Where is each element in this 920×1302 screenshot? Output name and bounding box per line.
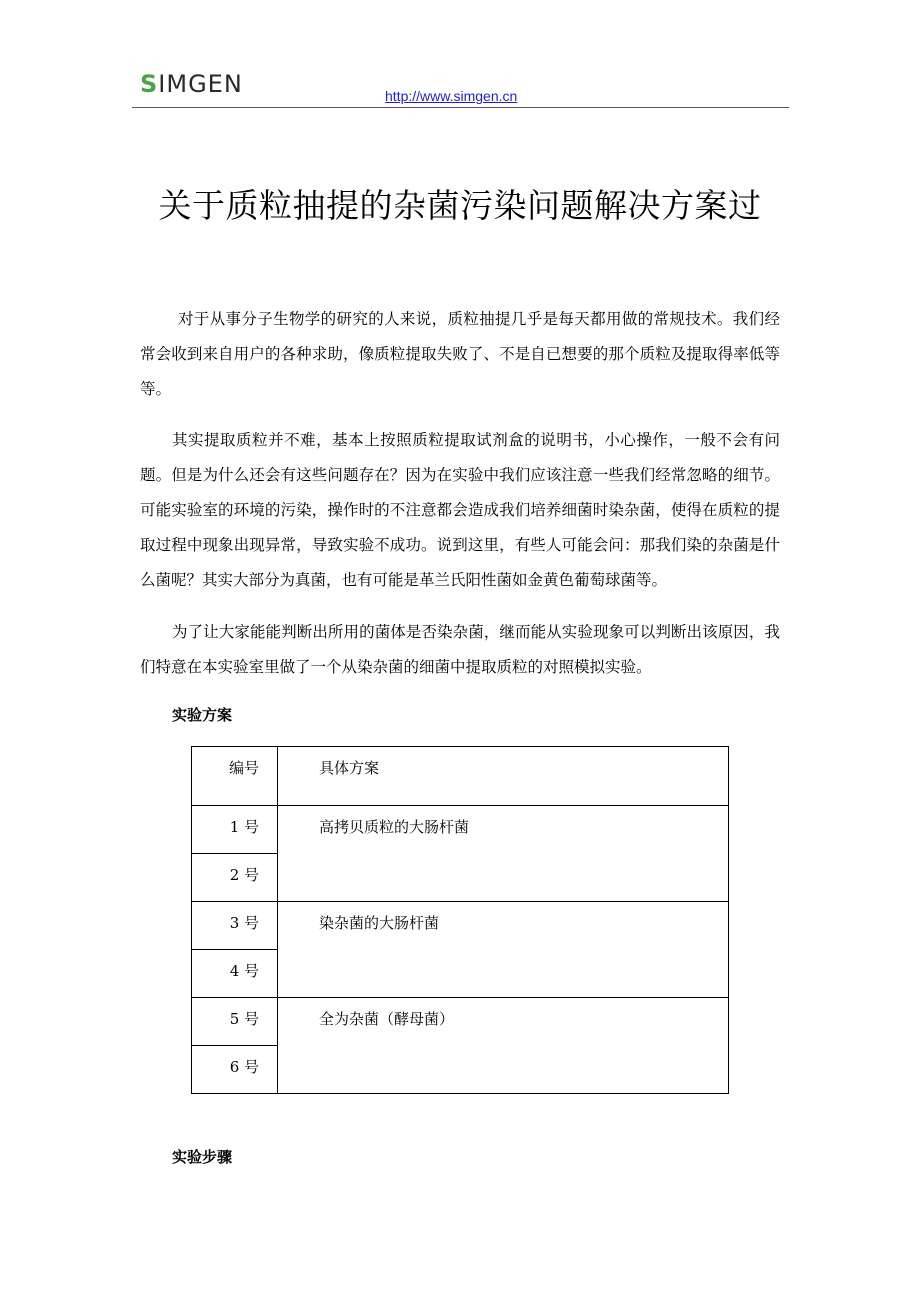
website-link[interactable]: http://www.simgen.cn <box>385 88 518 104</box>
table-row <box>192 806 729 854</box>
row-plan: 高拷贝质粒的大肠杆菌 <box>278 806 729 902</box>
row-number: 4 号 <box>192 950 278 998</box>
row-number: 5 号 <box>192 998 278 1046</box>
table-header-row <box>192 747 729 806</box>
document-title: 关于质粒抽提的杂菌污染问题解决方案过 <box>158 186 762 226</box>
row-number: 6 号 <box>192 1046 278 1094</box>
intro-paragraph: 对于从事分子生物学的研究的人来说，质粒抽提几乎是每天都用做的常规技术。我们经常会收到来自用户的各种求助，像质粒提取失败了、不是自已想要的那个质粒及提取得率低等等。 <box>140 310 780 398</box>
header-plan: 具体方案 <box>278 747 729 806</box>
row-number: 2 号 <box>192 854 278 902</box>
row-plan: 全为杂菌（酵母菌） <box>278 998 729 1094</box>
header-number: 编号 <box>192 747 278 806</box>
logo-initial: S <box>140 70 159 98</box>
table-row <box>192 902 729 950</box>
logo-rest: IMGEN <box>158 70 243 98</box>
simgen-logo <box>140 70 243 98</box>
experiment-plan-table <box>191 746 729 1094</box>
section-heading-steps: 实验步骤 <box>172 1148 233 1166</box>
problem-paragraph: 其实提取质粒并不难，基本上按照质粒提取试剂盒的说明书，小心操作，一般不会有问题。但是为什么还会有这些问题存在？因为在实验中我们应该注意一些我们经常忽略的细节。可能实验室的环境的污染，操作时的不注意都会造成我们培养细菌时染杂菌，使得在质粒的提取过程中现象出现异常，导致实验不成功。说到这里，有些人可能会问：那我们染的杂菌是什么菌呢？其实大部分为真菌，也有可能是革兰氏阳性菌如金黄色葡萄球菌等。 <box>140 431 780 589</box>
table-row <box>192 998 729 1046</box>
section-heading-plan: 实验方案 <box>172 706 233 724</box>
row-plan: 染杂菌的大肠杆菌 <box>278 902 729 998</box>
row-number: 1 号 <box>192 806 278 854</box>
purpose-paragraph: 为了让大家能能判断出所用的菌体是否染杂菌，继而能从实验现象可以判断出该原因，我们特意在本实验室里做了一个从染杂菌的细菌中提取质粒的对照模拟实验。 <box>140 623 780 676</box>
row-number: 3 号 <box>192 902 278 950</box>
page-header <box>132 62 789 110</box>
header-divider <box>132 107 789 108</box>
